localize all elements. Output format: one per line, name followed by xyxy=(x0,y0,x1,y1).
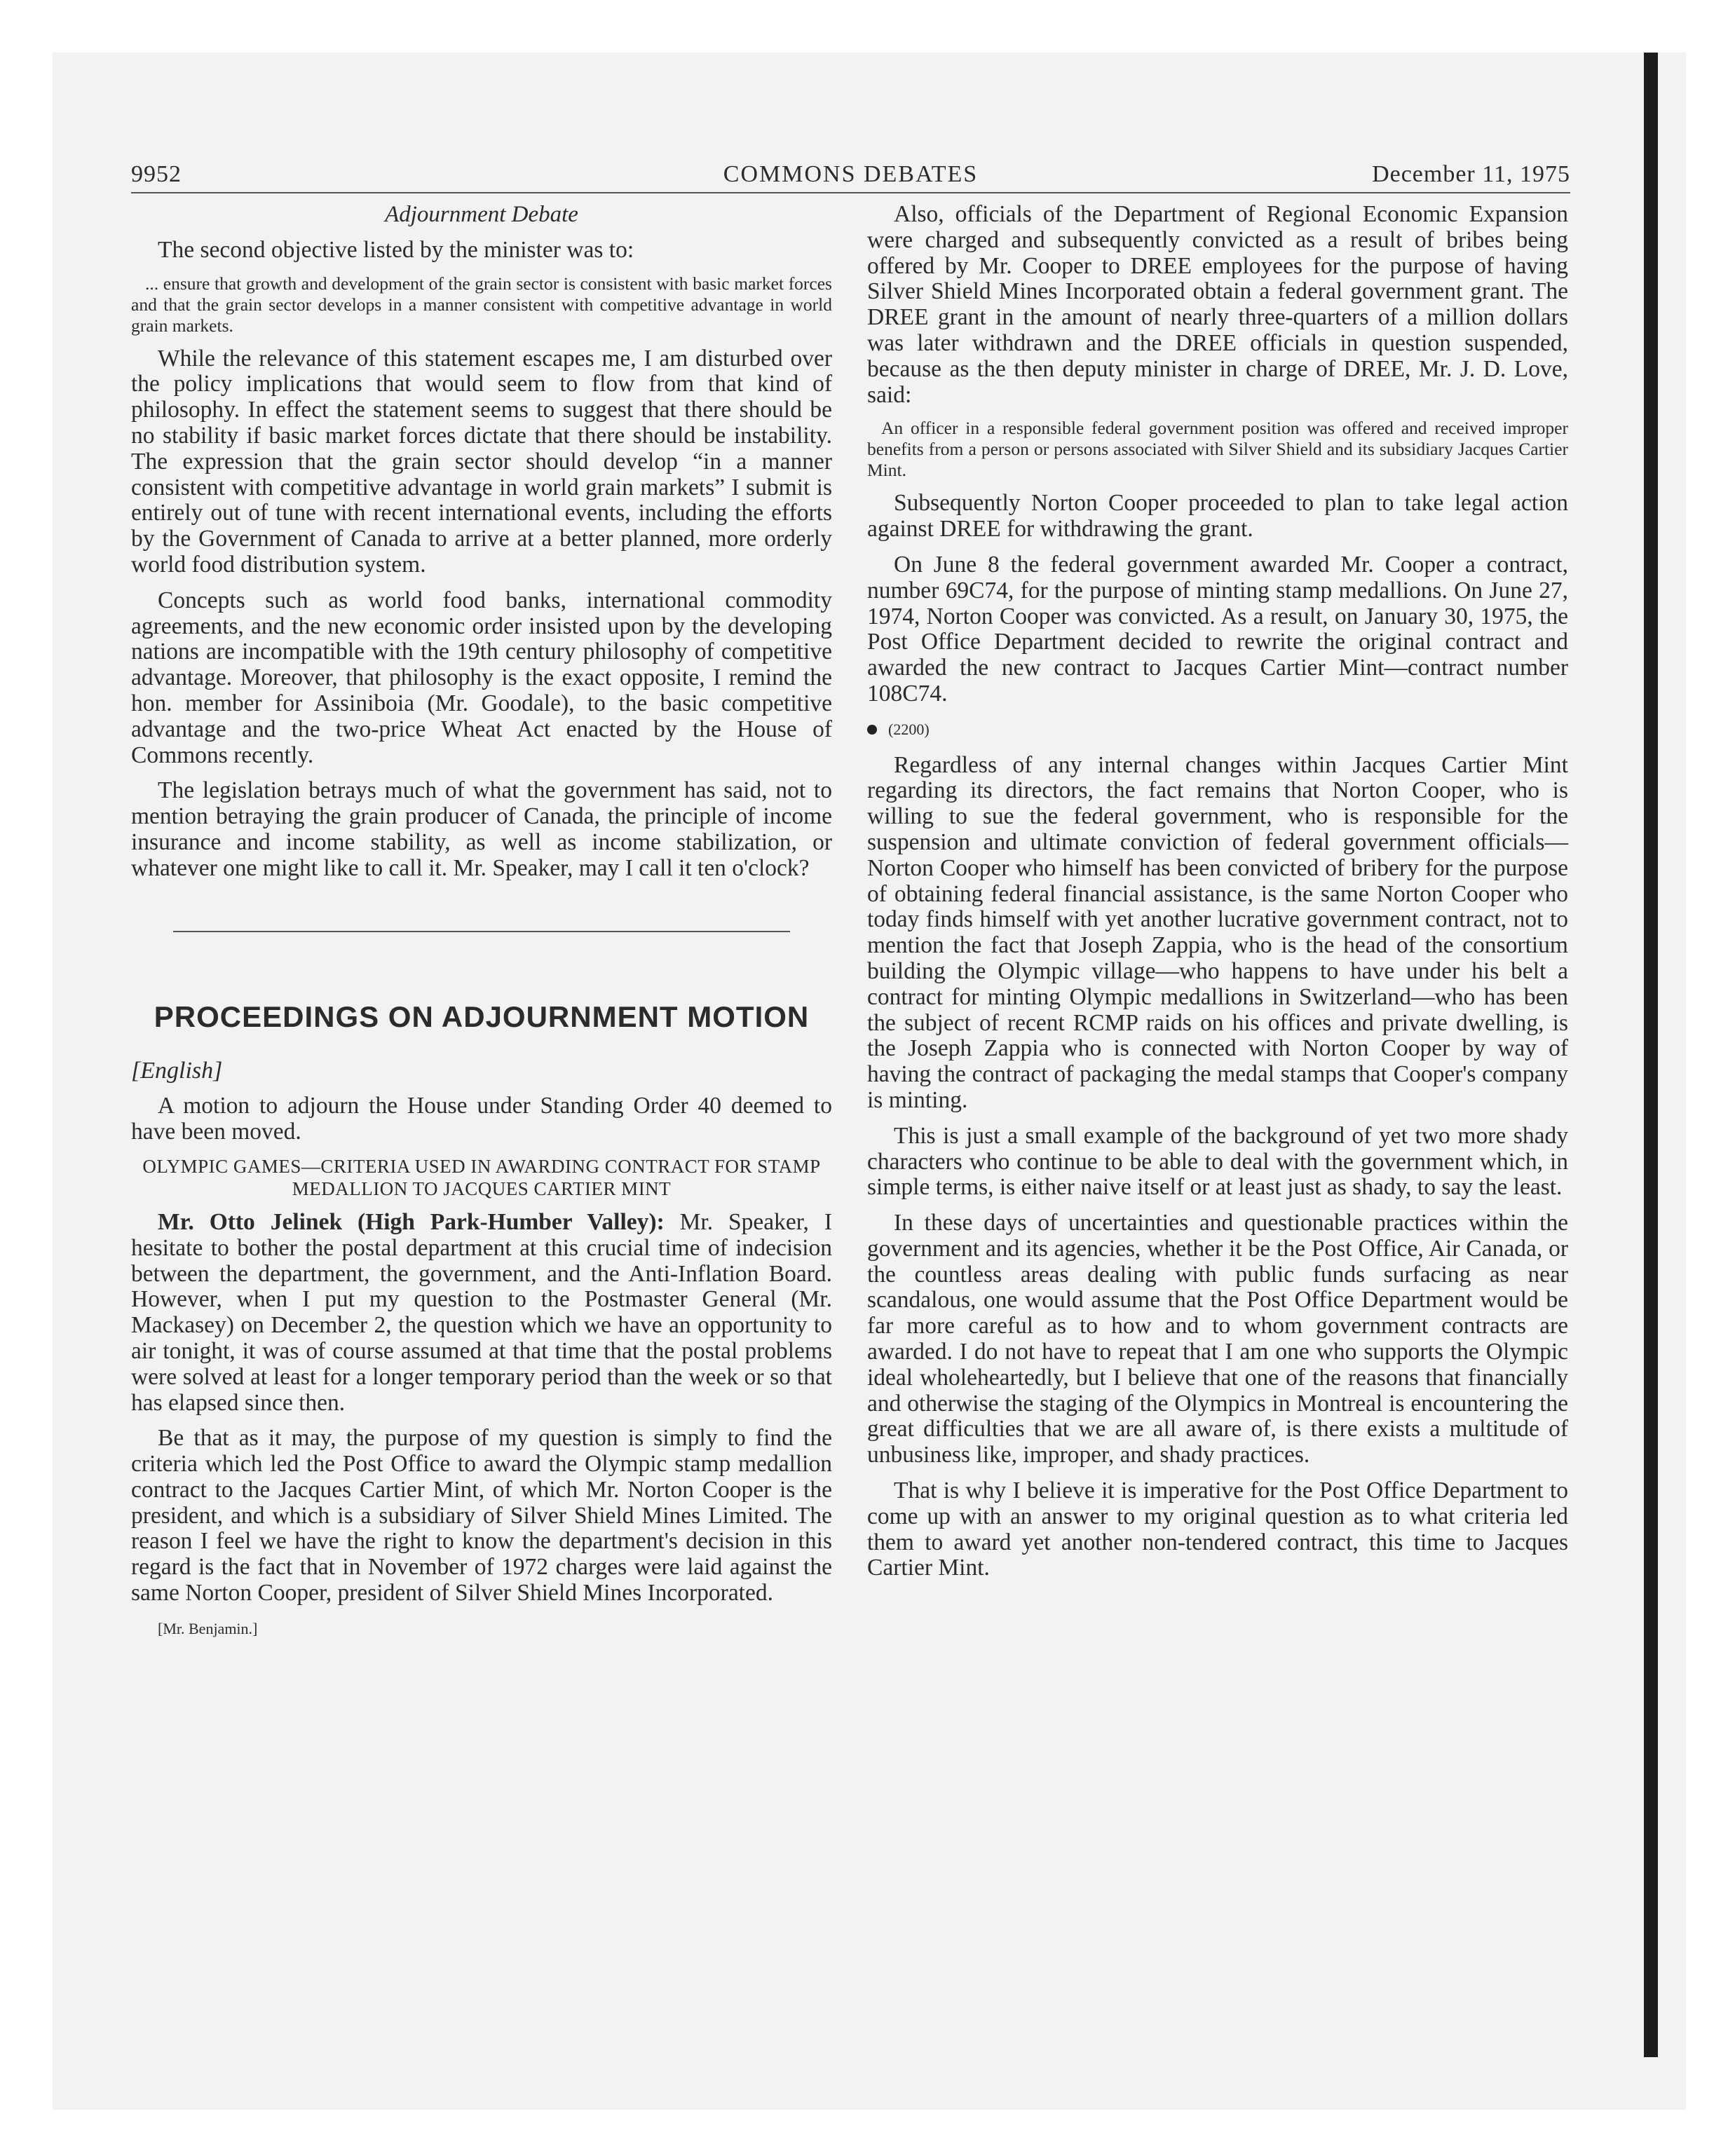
paragraph: Regardless of any internal changes within Jacques Cartier Mint regarding its directors, the fact remains that Norton Cooper, who is willing to sue the federal government, who is responsible for the suspension and ultimate conviction of federal government officials—Norton Cooper who himself has been convicted of bribery for the purpose of obtaining federal financial assistance, is the same Norton Cooper who today finds himself with yet another lucrative government contract, not to mention the fact that Joseph Zappia, who is the head of the consortium building the Olympic village—who happens to have under his belt a contract for minting Olympic medallions in Switzerland—who has been the subject of recent RCMP raids on his offices and private dwelling, is the Joseph Zappia who is connected with Norton Cooper by way of having the contract of packaging the medal stamps that Cooper's company is minting. xyxy=(867,751,1568,1113)
paragraph: The legislation betrays much of what the government has said, not to mention betraying the grain producer of Canada, the principle of income insurance and income stability, as well as income stabilization, or whatever one might like to call it. Mr. Speaker, may I call it ten o'clock? xyxy=(131,777,832,881)
time-marker xyxy=(867,717,1568,743)
left-column xyxy=(131,202,832,1652)
page-date: December 11, 1975 xyxy=(1372,161,1570,187)
publication-title: COMMONS DEBATES xyxy=(723,161,979,187)
page-header xyxy=(131,158,1570,193)
speaker-name: Mr. Otto Jelinek (High Park-Humber Valley): xyxy=(158,1208,665,1235)
paragraph: Also, officials of the Department of Regional Economic Expansion were charged and subsequently convicted as a result of bribes being offered by Mr. Cooper to DREE employees for the purpose of having Silver Shield Mines Incorporated obtain a federal government grant. The DREE grant in the amount of nearly three-quarters of a million dollars was later withdrawn and the DREE officials in question suspended, because as the then deputy minister in charge of DREE, Mr. J. D. Love, said: xyxy=(867,201,1568,408)
bullet-icon xyxy=(867,725,877,735)
paragraph: On June 8 the federal government awarded Mr. Cooper a contract, number 69C74, for the purpose of minting stamp medallions. On June 27, 1974, Norton Cooper was convicted. As a result, on January 30, 1975, the Post Office Department decided to rewrite the original contract and awarded the new contract to Jacques Cartier Mint—contract number 108C74. xyxy=(867,551,1568,707)
paragraph: Subsequently Norton Cooper proceeded to plan to take legal action against DREE for withdrawing the grant. xyxy=(867,490,1568,543)
topic-heading: OLYMPIC GAMES—CRITERIA USED IN AWARDING CONTRACT FOR STAMP MEDALLION TO JACQUES CARTIER MINT xyxy=(142,1155,821,1199)
footnote: [Mr. Benjamin.] xyxy=(158,1619,258,1637)
page-number: 9952 xyxy=(131,161,182,187)
section-divider xyxy=(173,931,790,932)
paragraph: While the relevance of this statement escapes me, I am disturbed over the policy implications that would seem to flow from that kind of philosophy. In effect the statement seems to suggest that there should be no stability if basic market forces dictate that there should be instability. The expression that the grain sector should develop “in a manner consistent with competitive advantage in world grain markets” I submit is entirely out of tune with recent international events, including the efforts by the Government of Canada to arrive at a better planned, more orderly world food distribution system. xyxy=(131,345,832,578)
paragraph: The second objective listed by the minister was to: xyxy=(158,236,634,263)
scan-edge-bar xyxy=(1644,53,1658,2057)
section-title: Adjournment Debate xyxy=(385,202,578,227)
right-column xyxy=(867,202,1568,1591)
time-marker-text: (2200) xyxy=(888,720,930,738)
paragraph: In these days of uncertainties and questionable practices within the government and its agencies, whether it be the Post Office, Air Canada, or the countless areas dealing with public funds surfacing as near scandalous, one would assume that the Post Office Department would be far more careful as to how and to whom government contracts are awarded. I do not have to repeat that I am one who supports the Olympic ideal wholeheartedly, but I believe that one of the reasons that financially and otherwise the staging of the Olympics in Montreal is encountering the great difficulties that we are all aware of, is there exists a multitude of unbusiness like, improper, and shady practices. xyxy=(867,1210,1568,1468)
speech-text: Mr. Speaker, I hesitate to bother the postal department at this crucial time of indecision between the department, the government, and the Anti-Inflation Board. However, when I put my question to the Postmaster General (Mr. Mackasey) on December 2, the question which we have an opportunity to air tonight, it was of course assumed at that time that the postal problems were solved at least for a longer temporary period than the week or so that has elapsed since then. xyxy=(131,1208,832,1416)
paragraph: A motion to adjourn the House under Standing Order 40 deemed to have been moved. xyxy=(131,1093,832,1145)
paragraph: Be that as it may, the purpose of my question is simply to find the criteria which led the Post Office to award the Olympic stamp medallion contract to the Jacques Cartier Mint, of which Mr. Norton Cooper is the president, and which is a subsidiary of Silver Shield Mines Limited. The reason I feel we have the right to know the department's decision in this regard is the fact that in November of 1972 charges were laid against the same Norton Cooper, president of Silver Shield Mines Incorporated. xyxy=(131,1425,832,1606)
paragraph: That is why I believe it is imperative for the Post Office Department to come up with an answer to my original question as to what criteria led them to award yet another non-tendered contract, this time to Jacques Cartier Mint. xyxy=(867,1478,1568,1581)
proceedings-heading: PROCEEDINGS ON ADJOURNMENT MOTION xyxy=(154,999,810,1033)
block-quote: An officer in a responsible federal government position was offered and received improper benefits from a person or persons associated with Silver Shield and its subsidiary Jacques Cartier Mint. xyxy=(867,418,1568,481)
language-tag: [English] xyxy=(131,1057,223,1084)
block-quote: ... ensure that growth and development of the grain sector is consistent with basic market forces and that the grain sector develops in a manner consistent with competitive advantage in world grain markets. xyxy=(131,273,832,336)
paragraph: Concepts such as world food banks, international commodity agreements, and the new economic order insisted upon by the developing nations are incompatible with the 19th century philosophy of competitive advantage. Moreover, that philosophy is the exact opposite, I remind the hon. member for Assiniboia (Mr. Goodale), to the basic competitive advantage and the two-price Wheat Act enacted by the House of Commons recently. xyxy=(131,587,832,768)
speech-paragraph xyxy=(131,1210,832,1416)
paragraph: This is just a small example of the background of yet two more shady characters who continue to be able to deal with the government which, in simple terms, is either naive itself or at least just as shady, to say the least. xyxy=(867,1122,1568,1201)
